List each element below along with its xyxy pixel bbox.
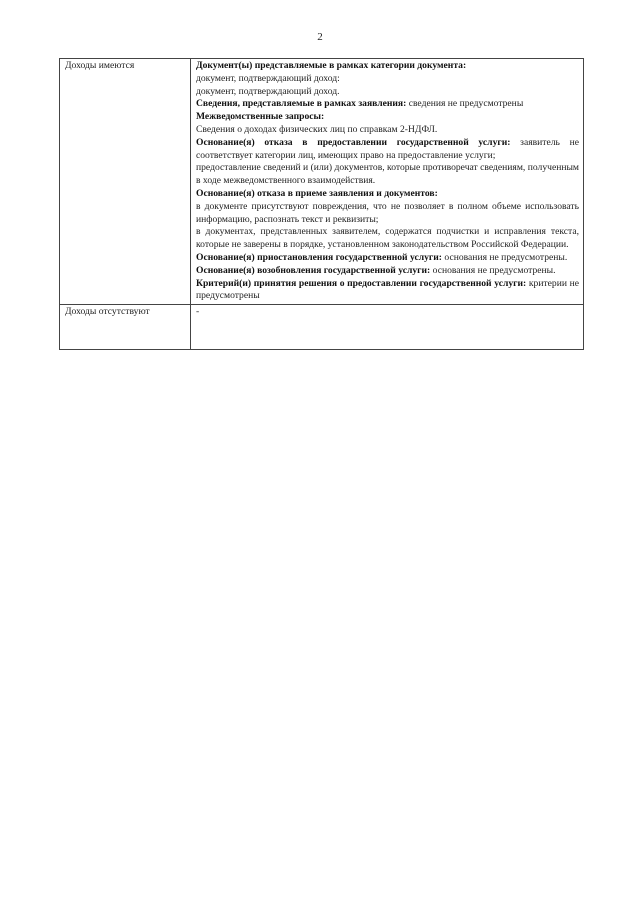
row-label: Доходы имеются: [60, 59, 191, 305]
reject-item: в документе присутствуют повреждения, что не позволяет в полном объеме использовать информацию, распознать текст и реквизиты;: [196, 200, 579, 225]
refusal-item: заявитель не соответствует категории лиц, имеющих право на предоставление услуги;: [196, 136, 580, 161]
requests-text: Сведения о доходах физических лиц по справкам 2-НДФЛ.: [196, 123, 438, 135]
requests-heading: Межведомственные запросы:: [196, 111, 325, 123]
suspend-heading: Основание(я) приостановления государственной услуги:: [196, 251, 443, 263]
service-table: [59, 58, 584, 350]
reject-heading: Основание(я) отказа в приеме заявления и документов:: [196, 187, 438, 199]
resume-heading: Основание(я) возобновления государственной услуги:: [196, 264, 431, 276]
info-text: сведения не предусмотрены: [408, 98, 524, 110]
page-number: 2: [317, 31, 323, 43]
info-heading: Сведения, представляемые в рамках заявления:: [196, 98, 407, 110]
table-row: [60, 305, 584, 350]
criteria-text: критерии не предусмотрены: [196, 277, 579, 302]
suspend-text: основания не предусмотрены.: [444, 251, 568, 263]
documents-heading: Документ(ы) представляемые в рамках категории документа:: [196, 60, 467, 71]
row-content: -: [191, 305, 584, 350]
resume-text: основания не предусмотрены.: [432, 264, 556, 276]
document-item: документ, подтверждающий доход:: [196, 72, 340, 84]
table-row: [60, 59, 584, 305]
reject-item: в документах, представленных заявителем, содержатся подчистки и исправления текста, которые не заверены в порядке, установленном законодательством Российской Федерации.: [196, 226, 579, 251]
refusal-heading: Основание(я) отказа в предоставлении государственной услуги:: [196, 136, 511, 148]
criteria-heading: Критерий(и) принятия решения о предоставлении государственной услуги:: [196, 277, 527, 289]
refusal-item: предоставление сведений и (или) документов, которые противоречат сведениям, полученным в ходе межведомственного взаимодействия.: [196, 162, 579, 187]
document-item: документ, подтверждающий доход.: [196, 85, 340, 97]
row-label: Доходы отсутствуют: [60, 305, 191, 350]
row-content: [191, 59, 584, 305]
